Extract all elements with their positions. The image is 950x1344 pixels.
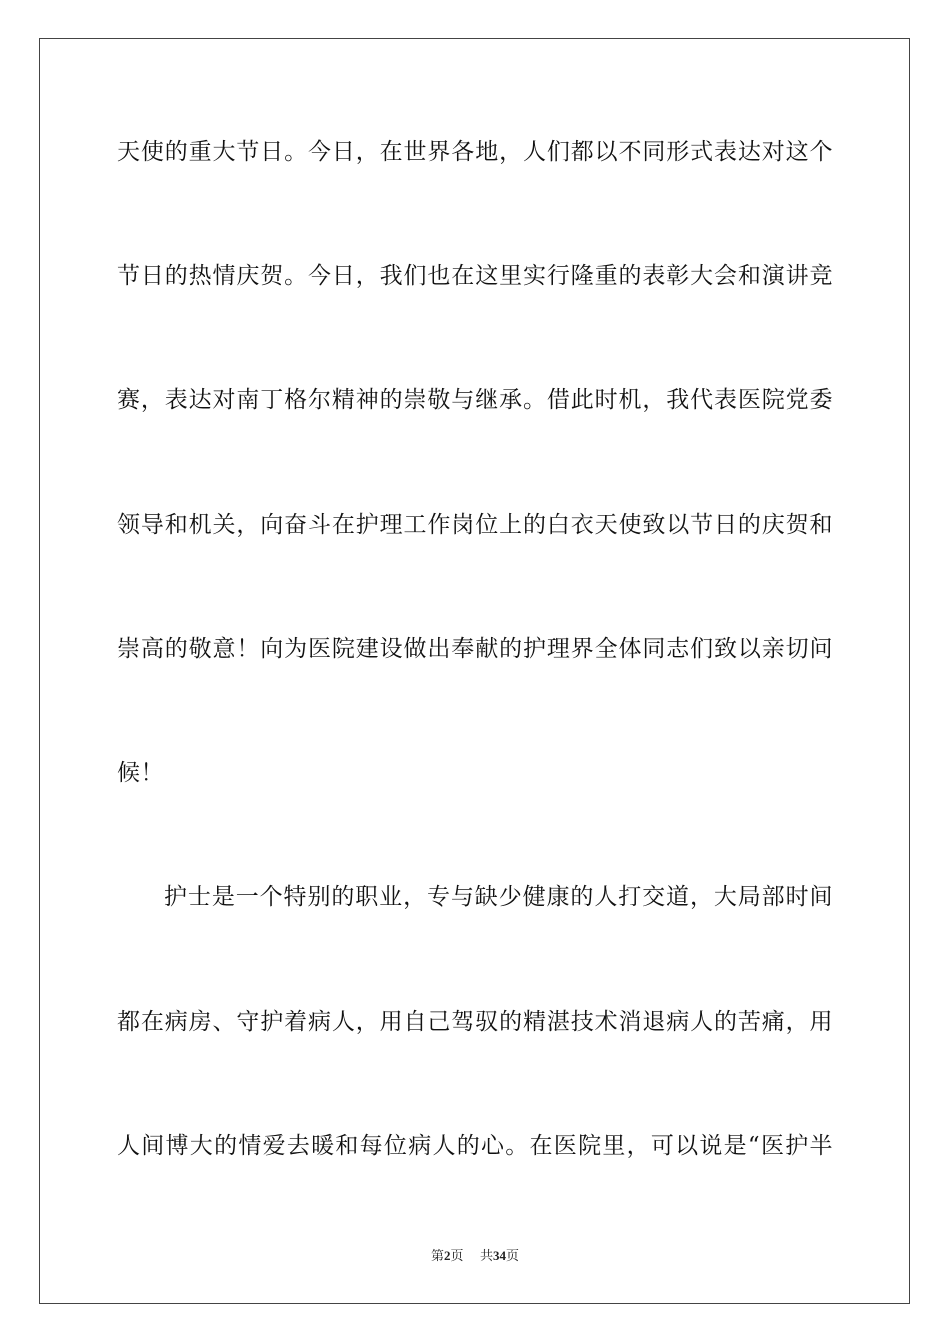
total-prefix: 共 — [480, 1249, 494, 1264]
page-footer — [0, 1247, 950, 1266]
page-suffix: 页 — [450, 1249, 464, 1264]
body-text-line-2: 节日的热情庆贺。今日，我们也在这里实行隆重的表彰大会和演讲竞 — [117, 263, 833, 289]
page-prefix: 第 — [430, 1249, 444, 1264]
body-text-line-8: 都在病房、守护着病人，用自己驾驭的精湛技术消退病人的苦痛，用 — [117, 1009, 833, 1035]
page-number: 2 — [443, 1248, 451, 1263]
body-text-line-6: 候！ — [117, 760, 164, 786]
body-text-line-9: 人间博大的情爱去暖和每位病人的心。在医院里，可以说是“医护半 — [117, 1133, 833, 1159]
total-pages: 34 — [493, 1248, 507, 1263]
body-text-line-3: 赛，表达对南丁格尔精神的崇敬与继承。借此时机，我代表医院党委 — [117, 387, 833, 413]
body-text-line-4: 领导和机关，向奋斗在护理工作岗位上的白衣天使致以节日的庆贺和 — [117, 512, 833, 538]
body-text-line-1: 天使的重大节日。今日，在世界各地，人们都以不同形式表达对这个 — [117, 139, 833, 165]
body-text-line-5: 崇高的敬意！向为医院建设做出奉献的护理界全体同志们致以亲切问 — [117, 636, 833, 662]
total-suffix: 页 — [506, 1249, 520, 1264]
paragraph-start-line: 护士是一个特别的职业，专与缺少健康的人打交道，大局部时间 — [164, 884, 833, 910]
page-border — [39, 38, 910, 1304]
